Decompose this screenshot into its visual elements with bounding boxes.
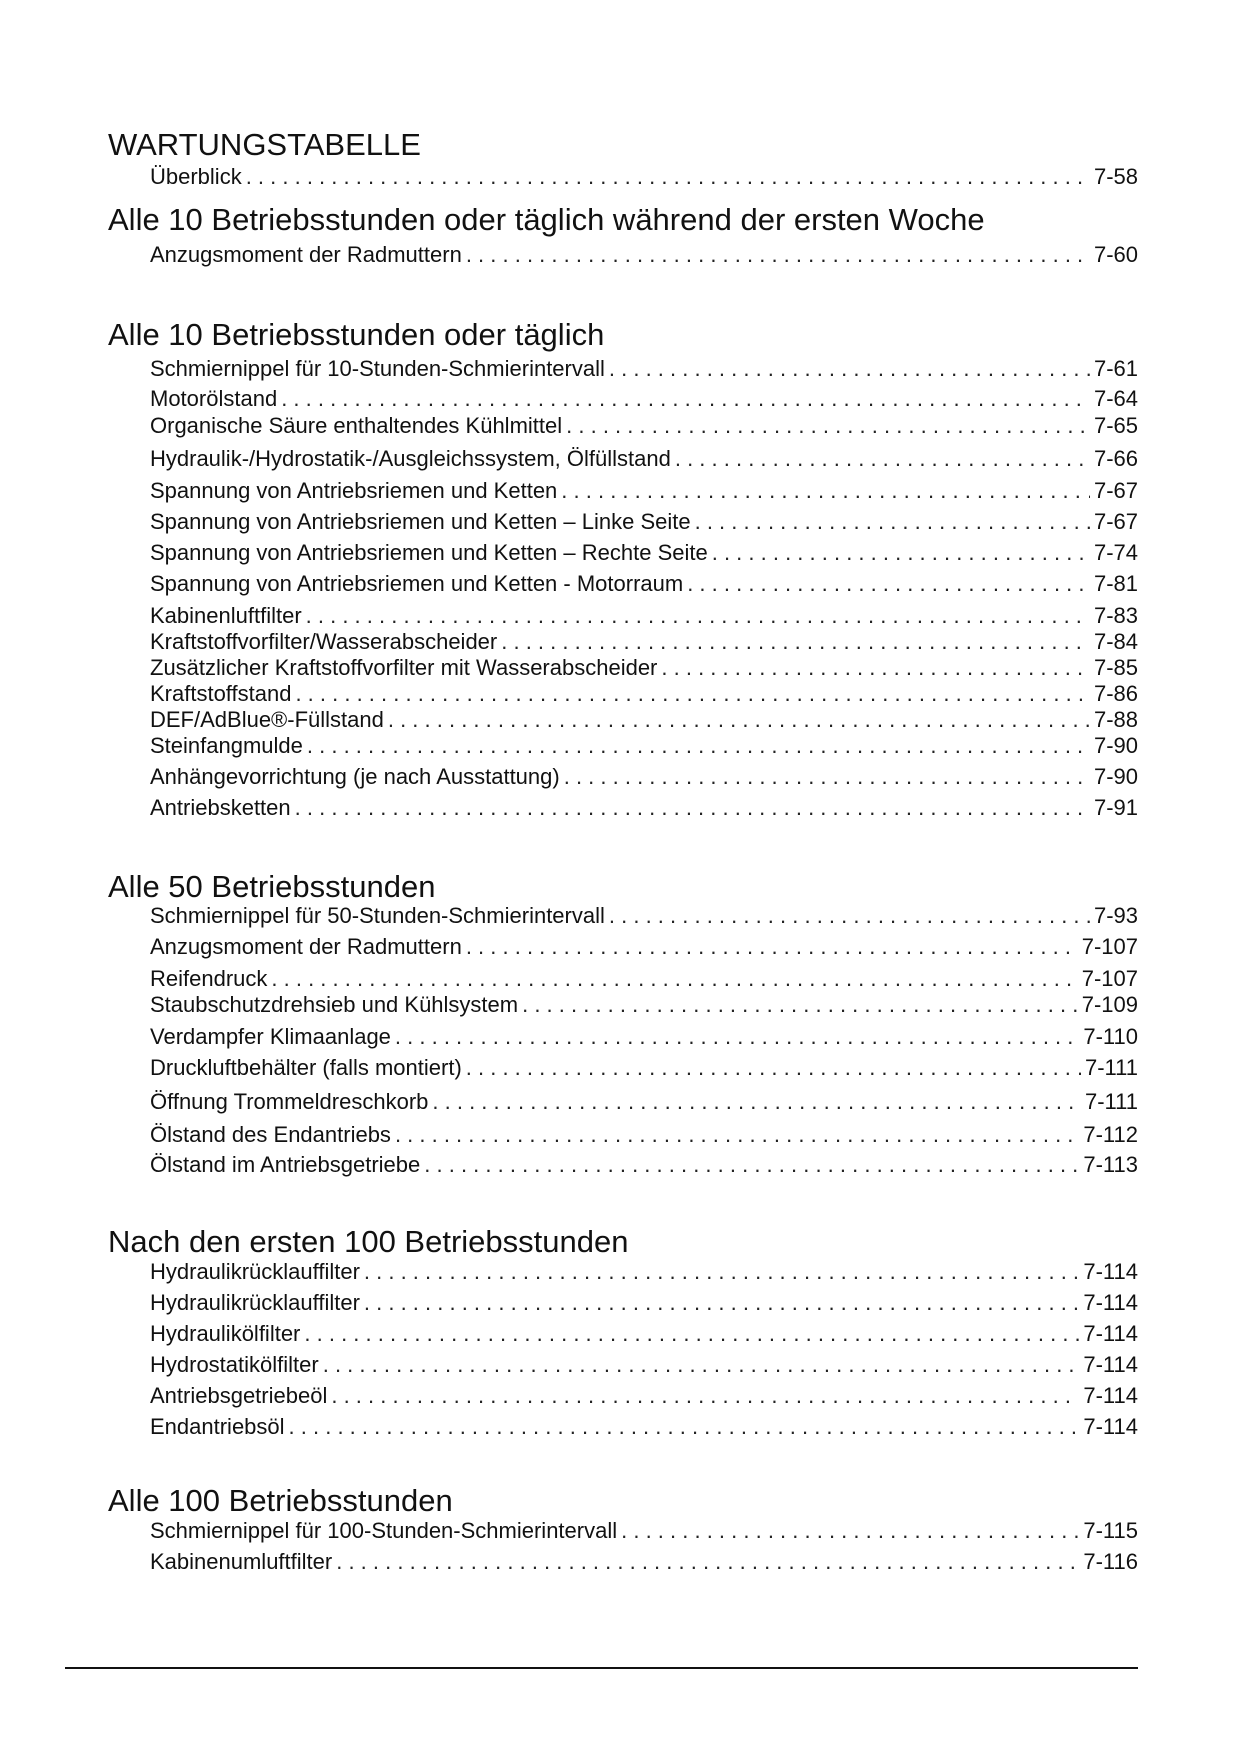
section-title: Alle 50 Betriebsstunden — [108, 869, 436, 904]
toc-entry-page: 7-107 — [1081, 966, 1138, 991]
dot-leader — [331, 1383, 1079, 1409]
toc-entry-page: 7-64 — [1093, 386, 1138, 411]
toc-entry-label: Spannung von Antriebsriemen und Ketten – Linke Seite — [150, 509, 691, 534]
toc-entry-page: 7-65 — [1093, 413, 1138, 438]
toc-entry-label: Organische Säure enthaltendes Kühlmittel — [150, 413, 563, 438]
toc-entry-page: 7-86 — [1093, 681, 1138, 706]
toc-entry[interactable] — [150, 1352, 1138, 1378]
toc-entry[interactable] — [150, 795, 1138, 821]
toc-entry[interactable] — [150, 1152, 1138, 1178]
toc-entry[interactable] — [150, 1024, 1138, 1050]
toc-entry[interactable] — [150, 386, 1138, 412]
toc-entry-label: Hydraulik-/Hydrostatik-/Ausgleichssystem, Ölfüllstand — [150, 446, 671, 471]
toc-entry-page: 7-90 — [1093, 764, 1138, 789]
dot-leader — [501, 629, 1090, 655]
toc-entry-label: Motorölstand — [150, 386, 278, 411]
toc-entry[interactable] — [150, 1122, 1138, 1148]
toc-entry-page: 7-114 — [1083, 1290, 1138, 1315]
toc-entry[interactable] — [150, 509, 1138, 535]
toc-entry-label: Antriebsgetriebeöl — [150, 1383, 328, 1408]
toc-entry-page: 7-114 — [1083, 1321, 1138, 1346]
toc-entry-page: 7-114 — [1083, 1259, 1138, 1284]
toc-entry-label: Hydraulikrücklauffilter — [150, 1290, 360, 1315]
dot-leader — [395, 1122, 1079, 1148]
dot-leader — [675, 446, 1090, 472]
toc-entry-page: 7-60 — [1093, 242, 1138, 267]
toc-entry-page: 7-112 — [1083, 1122, 1138, 1147]
toc-entry-label: Ölstand im Antriebsgetriebe — [150, 1152, 421, 1177]
toc-entry-label: Zusätzlicher Kraftstoffvorfilter mit Wasserabscheider — [150, 655, 658, 680]
dot-leader — [304, 1321, 1079, 1347]
toc-entry-page: 7-113 — [1083, 1152, 1138, 1177]
toc-entry-label: Kabinenumluftfilter — [150, 1549, 333, 1574]
toc-entry[interactable] — [150, 1089, 1138, 1115]
dot-leader — [364, 1259, 1079, 1285]
toc-entry-page: 7-114 — [1083, 1352, 1138, 1377]
toc-entry[interactable] — [150, 629, 1138, 655]
dot-leader — [564, 764, 1090, 790]
dot-leader — [281, 386, 1090, 412]
toc-entry-label: Anhängevorrichtung (je nach Ausstattung) — [150, 764, 560, 789]
dot-leader — [466, 934, 1078, 960]
dot-leader — [307, 733, 1090, 759]
dot-leader — [609, 356, 1090, 382]
toc-entry-page: 7-91 — [1093, 795, 1138, 820]
toc-entry-page: 7-67 — [1093, 478, 1138, 503]
toc-entry-label: Spannung von Antriebsriemen und Ketten - Motorraum — [150, 571, 684, 596]
toc-entry-label: Antriebsketten — [150, 795, 291, 820]
toc-entry-label: Überblick — [150, 164, 242, 189]
dot-leader — [289, 1414, 1080, 1440]
toc-entry-label: Kabinenluftfilter — [150, 603, 302, 628]
dot-leader — [306, 603, 1090, 629]
toc-entry-page: 7-107 — [1081, 934, 1138, 959]
toc-entry-label: Schmiernippel für 50-Stunden-Schmierintervall — [150, 903, 605, 928]
toc-entry[interactable] — [150, 413, 1138, 439]
section-title: Alle 10 Betriebsstunden oder täglich — [108, 317, 605, 352]
dot-leader — [712, 540, 1090, 566]
dot-leader — [695, 509, 1090, 535]
toc-entry[interactable] — [150, 764, 1138, 790]
toc-entry-label: Spannung von Antriebsriemen und Ketten – Rechte Seite — [150, 540, 708, 565]
dot-leader — [687, 571, 1090, 597]
toc-entry[interactable] — [150, 1414, 1138, 1440]
toc-entry[interactable] — [150, 478, 1138, 504]
dot-leader — [522, 992, 1078, 1018]
toc-entry-page: 7-58 — [1093, 164, 1138, 189]
toc-entry-page: 7-74 — [1093, 540, 1138, 565]
toc-entry-label: Öffnung Trommeldreschkorb — [150, 1089, 429, 1114]
toc-entry-page: 7-111 — [1084, 1089, 1138, 1114]
toc-entry[interactable] — [150, 934, 1138, 960]
toc-entry-page: 7-93 — [1093, 903, 1138, 928]
toc-entry[interactable] — [150, 903, 1138, 929]
dot-leader — [566, 413, 1090, 439]
toc-entry-label: Kraftstoffstand — [150, 681, 292, 706]
toc-entry-page: 7-109 — [1081, 992, 1138, 1017]
footer-divider — [65, 1667, 1138, 1669]
toc-entry[interactable] — [150, 1549, 1138, 1575]
toc-entry-label: DEF/AdBlue®-Füllstand — [150, 707, 384, 732]
section-title: Alle 100 Betriebsstunden — [108, 1483, 453, 1518]
toc-entry-label: Anzugsmoment der Radmuttern — [150, 242, 462, 267]
dot-leader — [295, 795, 1090, 821]
dot-leader — [466, 242, 1090, 268]
section-title: Alle 10 Betriebsstunden oder täglich während der ersten Woche — [108, 202, 985, 237]
toc-entry[interactable] — [150, 1518, 1138, 1544]
section-title: WARTUNGSTABELLE — [108, 127, 421, 162]
dot-leader — [432, 1089, 1081, 1115]
toc-entry-label: Kraftstoffvorfilter/Wasserabscheider — [150, 629, 498, 654]
toc-entry-page: 7-61 — [1093, 356, 1138, 381]
toc-entry-label: Anzugsmoment der Radmuttern — [150, 934, 462, 959]
toc-entry[interactable] — [150, 707, 1138, 733]
dot-leader — [661, 655, 1090, 681]
toc-entry[interactable] — [150, 1383, 1138, 1409]
dot-leader — [336, 1549, 1079, 1575]
dot-leader — [609, 903, 1090, 929]
dot-leader — [424, 1152, 1079, 1178]
toc-entry-page: 7-83 — [1093, 603, 1138, 628]
section-title: Nach den ersten 100 Betriebsstunden — [108, 1224, 629, 1259]
toc-entry[interactable] — [150, 1290, 1138, 1316]
toc-entry[interactable] — [150, 571, 1138, 597]
dot-leader — [364, 1290, 1079, 1316]
dot-leader — [323, 1352, 1080, 1378]
toc-entry-page: 7-84 — [1093, 629, 1138, 654]
toc-entry[interactable] — [150, 446, 1138, 472]
toc-entry[interactable] — [150, 681, 1138, 707]
toc-entry[interactable] — [150, 1321, 1138, 1347]
toc-entry-label: Hydraulikölfilter — [150, 1321, 301, 1346]
toc-entry-label: Steinfangmulde — [150, 733, 303, 758]
toc-entry[interactable] — [150, 242, 1138, 268]
toc-entry[interactable] — [150, 655, 1138, 681]
toc-entry-label: Hydraulikrücklauffilter — [150, 1259, 360, 1284]
toc-entry-label: Hydrostatikölfilter — [150, 1352, 319, 1377]
toc-entry[interactable] — [150, 603, 1138, 629]
toc-entry-page: 7-85 — [1093, 655, 1138, 680]
toc-entry[interactable] — [150, 540, 1138, 566]
dot-leader — [295, 681, 1090, 707]
toc-entry-page: 7-88 — [1093, 707, 1138, 732]
toc-entry-label: Druckluftbehälter (falls montiert) — [150, 1055, 462, 1080]
dot-leader — [466, 1055, 1081, 1081]
toc-entry[interactable] — [150, 966, 1138, 992]
toc-entry-page: 7-90 — [1093, 733, 1138, 758]
toc-entry[interactable] — [150, 1259, 1138, 1285]
toc-entry-label: Schmiernippel für 10-Stunden-Schmierintervall — [150, 356, 605, 381]
toc-entry[interactable] — [150, 356, 1138, 382]
dot-leader — [271, 966, 1077, 992]
dot-leader — [395, 1024, 1079, 1050]
toc-entry-page: 7-81 — [1093, 571, 1138, 596]
toc-entry-page: 7-114 — [1083, 1383, 1138, 1408]
toc-entry-label: Spannung von Antriebsriemen und Ketten — [150, 478, 558, 503]
toc-entry-label: Schmiernippel für 100-Stunden-Schmierintervall — [150, 1518, 618, 1543]
dot-leader — [388, 707, 1090, 733]
toc-entry[interactable] — [150, 733, 1138, 759]
toc-entry-page: 7-115 — [1083, 1518, 1138, 1543]
toc-entry-page: 7-116 — [1083, 1549, 1138, 1574]
toc-entry-label: Endantriebsöl — [150, 1414, 285, 1439]
toc-entry-page: 7-66 — [1093, 446, 1138, 471]
toc-entry[interactable] — [150, 992, 1138, 1018]
toc-entry-page: 7-111 — [1084, 1055, 1138, 1080]
toc-entry-page: 7-67 — [1093, 509, 1138, 534]
toc-entry-page: 7-114 — [1083, 1414, 1138, 1439]
dot-leader — [246, 164, 1090, 190]
toc-entry[interactable] — [150, 164, 1138, 190]
toc-entry[interactable] — [150, 1055, 1138, 1081]
dot-leader — [561, 478, 1090, 504]
toc-entry-label: Reifendruck — [150, 966, 268, 991]
toc-entry-label: Staubschutzdrehsieb und Kühlsystem — [150, 992, 519, 1017]
dot-leader — [621, 1518, 1079, 1544]
toc-entry-label: Verdampfer Klimaanlage — [150, 1024, 391, 1049]
toc-entry-label: Ölstand des Endantriebs — [150, 1122, 391, 1147]
toc-entry-page: 7-110 — [1083, 1024, 1138, 1049]
